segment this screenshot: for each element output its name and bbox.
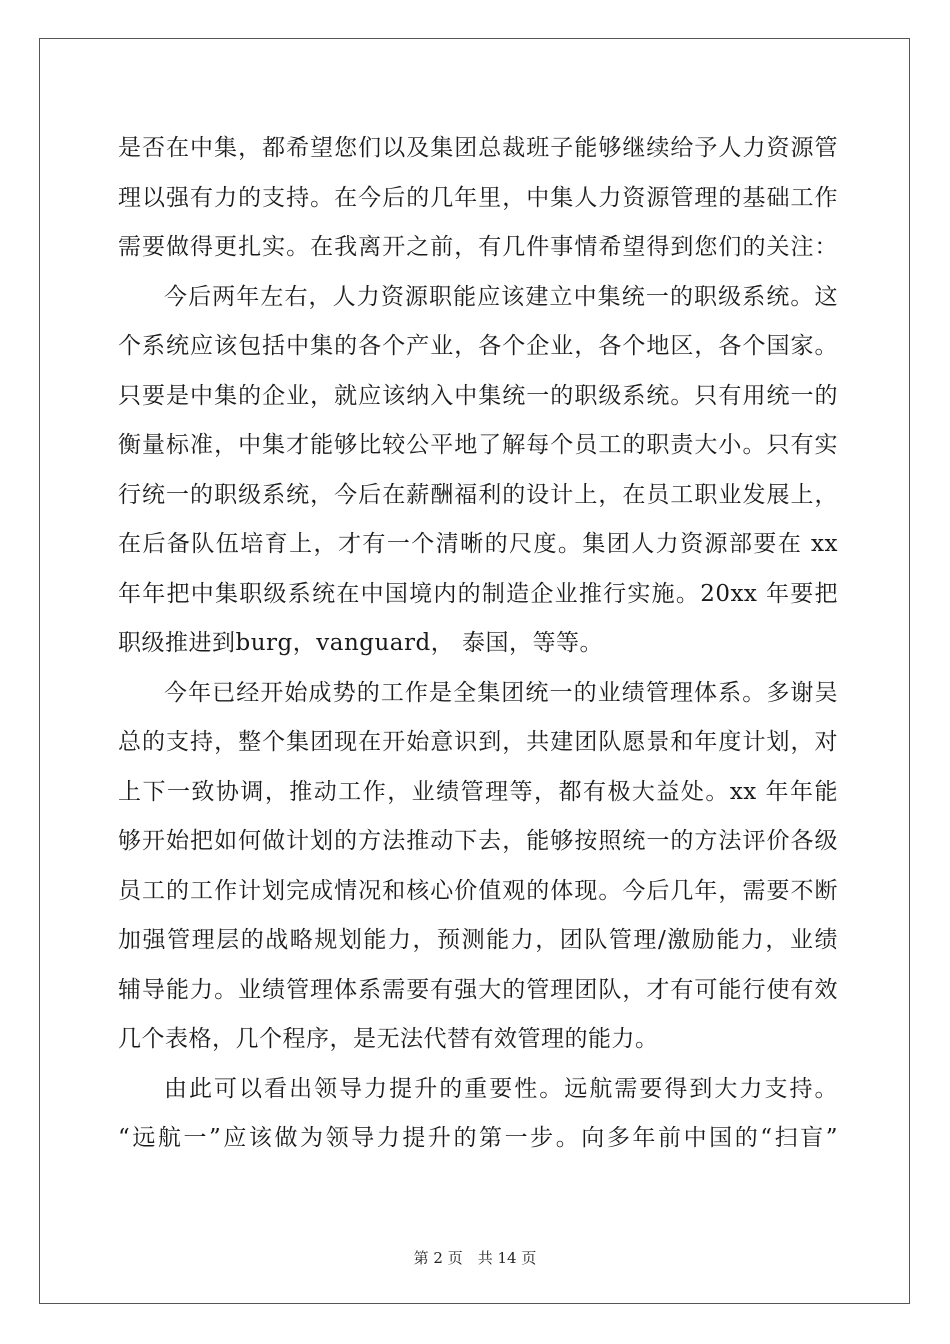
text-line: 员工的工作计划完成情况和核心价值观的体现。今后几年，需要不断 — [118, 877, 838, 904]
document-body — [118, 124, 838, 1164]
page-number-footer: 第 2 页 共 14 页 — [413, 1249, 537, 1267]
text-line: 需要做得更扎实。在我离开之前，有几件事情希望得到您们的关注： — [118, 234, 838, 260]
text-line: 辅导能力。业绩管理体系需要有强大的管理团队，才有可能行使有效 — [118, 976, 838, 1003]
text-line: 上下一致协调，推动工作，业绩管理等，都有极大益处。xx 年年能 — [118, 778, 838, 805]
text-line: 理以强有力的支持。在今后的几年里，中集人力资源管理的基础工作 — [118, 184, 838, 211]
text-line: 是否在中集，都希望您们以及集团总裁班子能够继续给予人力资源管 — [118, 135, 838, 161]
paragraph-first-line: 今年已经开始成势的工作是全集团统一的业绩管理体系。多谢吴 — [164, 679, 838, 706]
text-line: 衡量标准，中集才能够比较公平地了解每个员工的职责大小。只有实 — [118, 432, 838, 458]
text-line: 加强管理层的战略规划能力，预测能力，团队管理/激励能力，业绩 — [118, 927, 838, 953]
text-line: 总的支持，整个集团现在开始意识到，共建团队愿景和年度计划，对 — [118, 729, 838, 755]
text-line: “远航一”应该做为领导力提升的第一步。向多年前中国的“扫盲” — [118, 1125, 838, 1151]
paragraph-first-line: 今后两年左右，人力资源职能应该建立中集统一的职级系统。这 — [164, 283, 838, 310]
text-line: 年年把中集职级系统在中国境内的制造企业推行实施。20xx 年要把 — [118, 580, 838, 607]
text-line: 只要是中集的企业，就应该纳入中集统一的职级系统。只有用统一的 — [118, 382, 838, 409]
paragraph-last-line: 几个表格，几个程序，是无法代替有效管理的能力。 — [118, 1026, 659, 1052]
text-line: 行统一的职级系统，今后在薪酬福利的设计上，在员工职业发展上， — [118, 481, 838, 508]
text-line: 够开始把如何做计划的方法推动下去，能够按照统一的方法评价各级 — [118, 828, 838, 854]
paragraph-last-line: 职级推进到burg，vanguard， 泰国，等等。 — [118, 630, 604, 656]
paragraph-first-line: 由此可以看出领导力提升的重要性。远航需要得到大力支持。 — [164, 1075, 838, 1102]
text-line: 在后备队伍培育上，才有一个清晰的尺度。集团人力资源部要在 xx — [118, 531, 838, 557]
text-line: 个系统应该包括中集的各个产业，各个企业，各个地区，各个国家。 — [118, 333, 838, 359]
